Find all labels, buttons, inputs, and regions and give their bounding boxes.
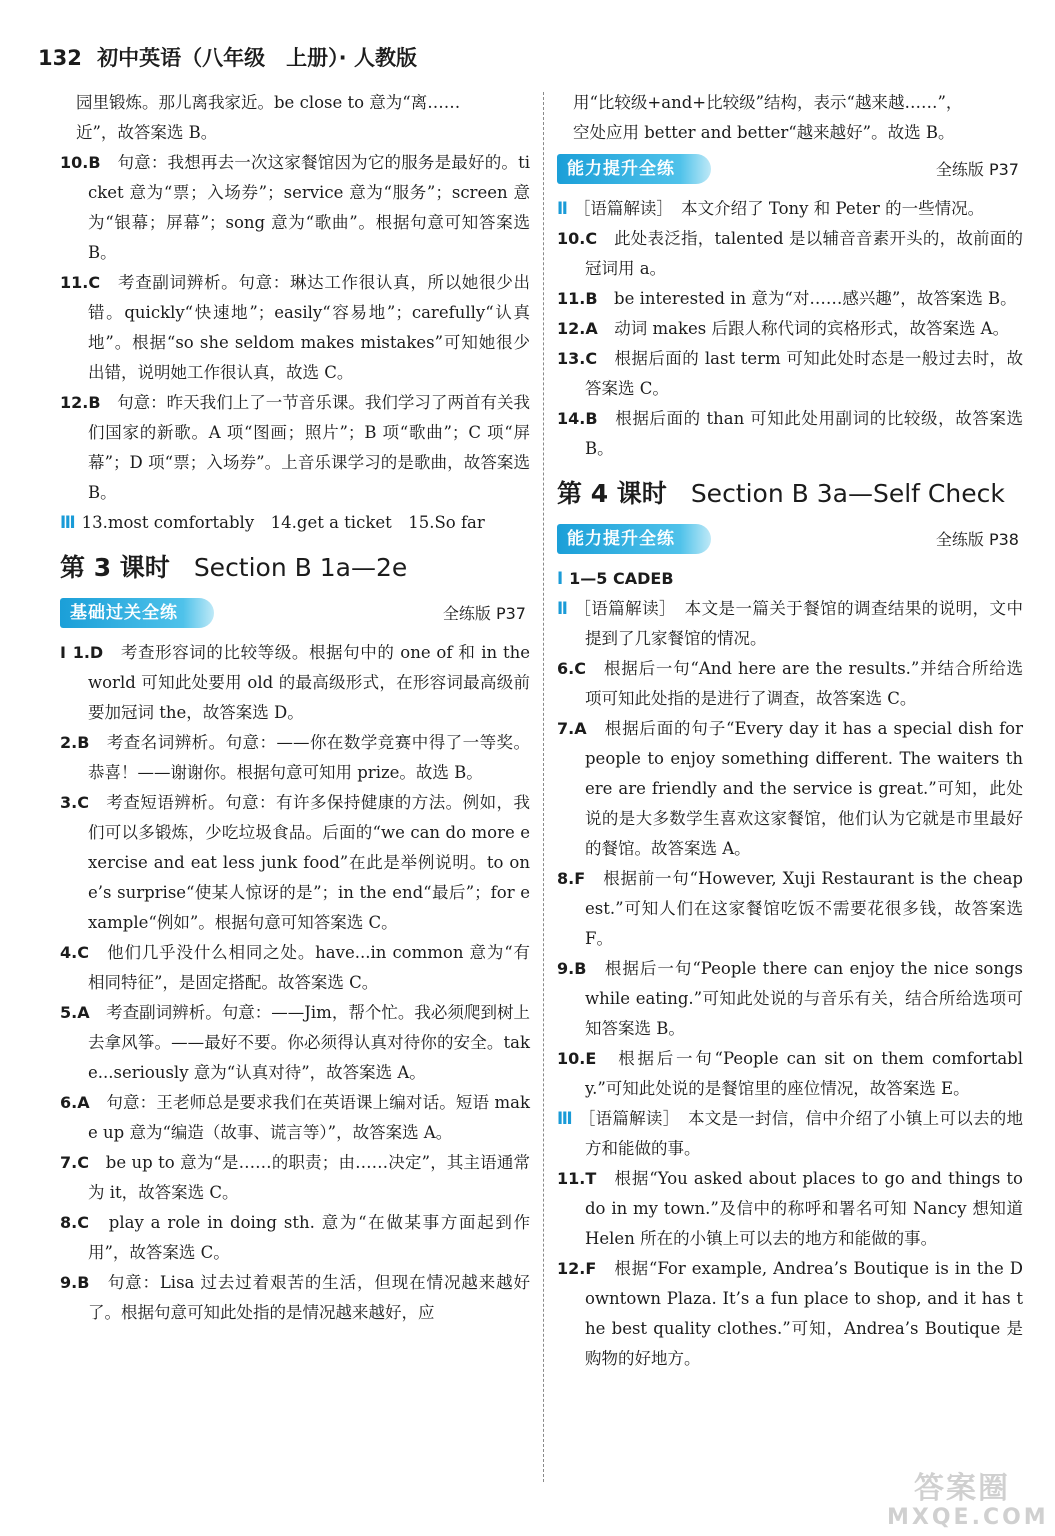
part-numeral: Ⅱ	[557, 199, 568, 218]
lesson-number: 第 3 课时	[60, 553, 170, 582]
page-number: 132	[38, 46, 82, 70]
practice-tag: 基础过关全练	[60, 598, 214, 628]
answer-item	[60, 998, 530, 1088]
answer-explanation: 考查形容词的比较等级。根据句中的 one of 和 in the world 可知此处要用 old 的最高级形式，在形容词最高级前要加冠词 the，故答案选 D。	[88, 643, 531, 722]
answer-item	[60, 938, 530, 998]
lesson-heading	[557, 470, 1023, 518]
answer-label: 13.C	[557, 349, 598, 368]
practice-banner	[557, 152, 1023, 188]
answer-item	[557, 564, 1023, 594]
answer-explanation: 动词 makes 后跟人称代词的宾格形式，故答案选 A。	[614, 319, 1010, 338]
answer-item	[60, 1148, 530, 1208]
practice-ref: 全练版 P38	[935, 530, 1019, 549]
book-title: 初中英语（八年级 上册）· 人教版	[97, 46, 417, 70]
section-title: Section B 1a—2e	[193, 553, 408, 582]
answer-label: 3.C	[60, 793, 89, 812]
answer-explanation: 句意：我想再去一次这家餐馆因为它的服务是最好的。ticket 意为“票；入场券”；service 意为“服务”；screen 意为“银幕；屏幕”；song 意为“歌曲”。根据句意可知答案选 B。	[88, 153, 530, 262]
answer-explanation: play a role in doing sth. 意为“在做某事方面起到作用”，故答案选 C。	[88, 1213, 530, 1262]
right-column	[557, 88, 1023, 1516]
answer-item	[557, 714, 1023, 864]
continued-text: 园里锻炼。那儿离我家近。be close to 意为“离……	[76, 93, 461, 112]
answer-explanation: 考查副词辨析。句意：琳达工作很认真，所以她很少出错。quickly“快速地”；easily“容易地”；carefully“认真地”。根据“so she seldom makes mistakes”可知她很少出错，说明她工作很认真，故选 C。	[88, 273, 531, 382]
answer-explanation: 根据后面的 last term 可知此处时态是一般过去时，故答案选 C。	[585, 349, 1023, 398]
answer-label: 6.C	[557, 659, 586, 678]
answer-label: 5.A	[60, 1003, 90, 1022]
answer-item	[60, 148, 530, 268]
answer-label: 8.F	[557, 869, 586, 888]
answer-explanation: 根据后面的 than 可知此处用副词的比较级，故答案选 B。	[585, 409, 1023, 458]
answer-item	[557, 224, 1023, 284]
answer-item	[557, 1164, 1023, 1254]
answer-label: Ⅰ 1.D	[60, 643, 104, 662]
answer-item	[557, 1044, 1023, 1104]
answer-item	[557, 314, 1023, 344]
answer-label: 11.B	[557, 289, 598, 308]
answer-item	[60, 268, 530, 388]
answer-label: 11.T	[557, 1169, 597, 1188]
answer-label: 7.C	[60, 1153, 89, 1172]
answer-item	[60, 1088, 530, 1148]
answer-item	[557, 654, 1023, 714]
left-column	[60, 88, 530, 1516]
answer-label: 11.C	[60, 273, 101, 292]
answer-explanation: ［语篇解读］ 本文是一篇关于餐馆的调查结果的说明，文中提到了几家餐馆的情况。	[574, 599, 1023, 648]
answer-label: 14.B	[557, 409, 598, 428]
watermark-logo	[887, 1471, 1049, 1532]
column-divider	[543, 92, 544, 1482]
answer-item	[557, 404, 1023, 464]
answer-explanation: 根据后面的句子“Every day it has a special dish for people to enjoy something different. The waiters there are friendly and the service is great.”可知，此处说的是大多数学生喜欢这家餐馆，他们认为它就是市里最好的餐馆。故答案选 A。	[585, 719, 1023, 858]
answer-item-part3	[60, 508, 530, 538]
part-numeral: Ⅲ	[60, 513, 76, 532]
answer-label: 4.C	[60, 943, 89, 962]
continued-text: 空处应用 better and better“越来越好”。故选 B。	[573, 123, 955, 142]
answer-explanation: be up to 意为“是……的职责；由……决定”，其主语通常为 it，故答案选 C。	[88, 1153, 531, 1202]
answer-item	[60, 1208, 530, 1268]
answer-explanation: 句意：昨天我们上了一节音乐课。我们学习了两首有关我们国家的新歌。A 项“图画；照片”；B 项“歌曲”；C 项“屏幕”；D 项“票；入场券”。上音乐课学习的是歌曲，故答案选 B。	[88, 393, 531, 502]
part-numeral: Ⅲ	[557, 1109, 573, 1128]
section-title: Section B 3a—Self Check	[690, 479, 1005, 508]
answer-item	[557, 594, 1023, 654]
answer-explanation: 13.most comfortably 14.get a ticket 15.So far	[81, 513, 485, 532]
lesson-heading	[60, 544, 530, 592]
part-numeral: Ⅰ	[557, 569, 564, 588]
continued-text: 近”，故答案选 B。	[76, 123, 218, 142]
answer-explanation: 根据“You asked about places to go and things to do in my town.”及信中的称呼和署名可知 Nancy 想知道 Helen 所在的小镇上可以去的地方和能做的事。	[585, 1169, 1023, 1248]
answer-label: 9.B	[60, 1273, 90, 1292]
answer-label: 12.F	[557, 1259, 597, 1278]
answer-item	[60, 638, 530, 728]
answer-label: 7.A	[557, 719, 587, 738]
answer-explanation: 他们几乎没什么相同之处。have...in common 意为“有相同特征”，是固定搭配。故答案选 C。	[88, 943, 530, 992]
answer-item	[557, 344, 1023, 404]
answer-item	[557, 194, 1023, 224]
practice-banner	[557, 522, 1023, 558]
answer-item	[60, 1268, 530, 1328]
answer-explanation: ［语篇解读］ 本文介绍了 Tony 和 Peter 的一些情况。	[573, 199, 985, 218]
answer-item	[557, 954, 1023, 1044]
answer-explanation: 根据前一句“However, Xuji Restaurant is the cheapest.”可知人们在这家餐馆吃饭不需要花很多钱，故答案选 F。	[585, 869, 1023, 948]
answer-explanation: ［语篇解读］ 本文是一封信，信中介绍了小镇上可以去的地方和能做的事。	[578, 1109, 1024, 1158]
answer-item	[557, 1254, 1023, 1374]
answer-explanation: be interested in 意为“对……感兴趣”，故答案选 B。	[614, 289, 1017, 308]
practice-banner	[60, 596, 530, 632]
page-header	[38, 40, 1018, 76]
part-numeral: Ⅱ	[557, 599, 569, 618]
answer-label: 12.A	[557, 319, 598, 338]
practice-ref: 全练版 P37	[935, 160, 1019, 179]
watermark-text: 答案圈	[914, 1471, 1010, 1506]
answer-item	[60, 388, 530, 508]
answer-explanation: 句意：王老师总是要求我们在英语课上编对话。短语 make up 意为“编造（故事、谎言等）”，故答案选 A。	[88, 1093, 531, 1142]
answer-explanation: 考查副词辨析。句意：——Jim，帮个忙。我必须爬到树上去拿风筝。——最好不要。你必须得认真对待你的安全。take...seriously 意为“认真对待”，故答案选 A。	[88, 1003, 530, 1082]
answer-item	[557, 864, 1023, 954]
answer-label: 6.A	[60, 1093, 90, 1112]
lesson-number: 第 4 课时	[557, 479, 667, 508]
answer-explanation: 此处表泛指，talented 是以辅音音素开头的，故前面的冠词用 a。	[585, 229, 1024, 278]
answer-item	[60, 788, 530, 938]
answer-label: 10.C	[557, 229, 598, 248]
answer-item	[557, 1104, 1023, 1164]
answer-explanation: 1—5 CADEB	[569, 569, 674, 588]
watermark-url: MXQE.COM	[887, 1505, 1049, 1530]
answer-explanation: 句意：Lisa 过去过着艰苦的生活，但现在情况越来越好了。根据句意可知此处指的是情况越来越好，应	[88, 1273, 530, 1322]
answer-label: 10.B	[60, 153, 101, 172]
answer-explanation: 考查名词辨析。句意：——你在数学竞赛中得了一等奖。恭喜！——谢谢你。根据句意可知用 prize。故选 B。	[88, 733, 531, 782]
answer-explanation: 根据后一句“People can sit on them comfortably.”可知此处说的是餐馆里的座位情况，故答案选 E。	[585, 1049, 1023, 1098]
continued-text: 用“比较级+and+比较级”结构，表示“越来越……”，	[573, 93, 963, 112]
answer-item	[557, 284, 1023, 314]
answer-explanation: 根据“For example, Andrea’s Boutique is in the Downtown Plaza. It’s a fun place to shop, and it has the best quality clothes.”可知，Andrea’s Boutique 是购物的好地方。	[585, 1259, 1024, 1368]
answer-explanation: 根据后一句“People there can enjoy the nice songs while eating.”可知此处说的与音乐有关，结合所给选项可知答案选 B。	[585, 959, 1023, 1038]
practice-tag: 能力提升全练	[557, 154, 711, 184]
answer-label: 9.B	[557, 959, 587, 978]
practice-ref: 全练版 P37	[442, 604, 526, 623]
answer-item	[60, 728, 530, 788]
answer-label: 8.C	[60, 1213, 89, 1232]
answer-label: 2.B	[60, 733, 90, 752]
practice-tag: 能力提升全练	[557, 524, 711, 554]
answer-label: 10.E	[557, 1049, 597, 1068]
answer-label: 12.B	[60, 393, 101, 412]
answer-explanation: 考查短语辨析。句意：有许多保持健康的方法。例如，我们可以多锻炼，少吃垃圾食品。后面的“we can do more exercise and eat less junk food”在此是举例说明。to one’s surprise“使某人惊讶的是”；in the end“最后”；for example“例如”。根据句意可知答案选 C。	[88, 793, 531, 932]
answer-explanation: 根据后一句“And here are the results.”并结合所给选项可知此处指的是进行了调查，故答案选 C。	[585, 659, 1024, 708]
